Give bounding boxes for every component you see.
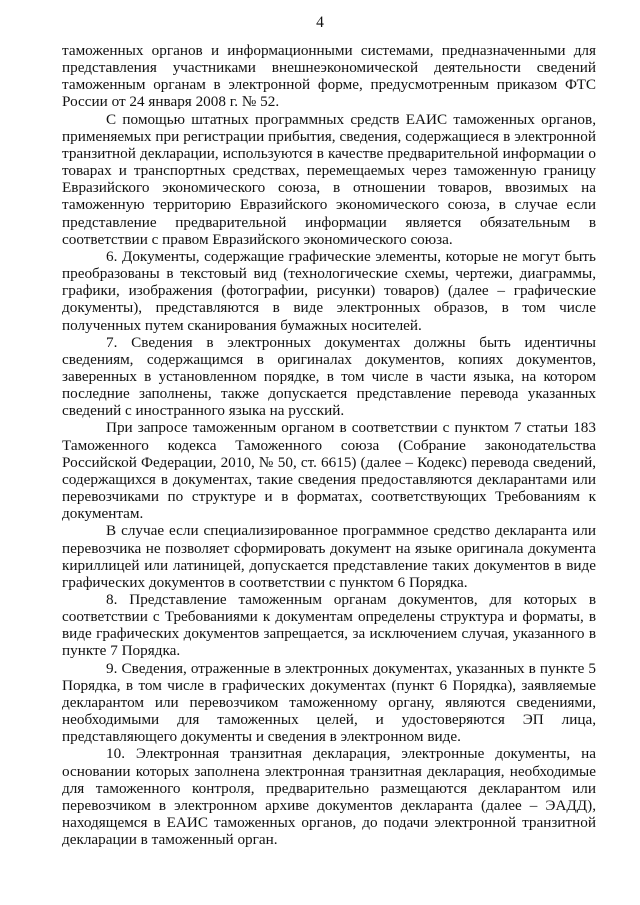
paragraph-continuation: таможенных органов и информационными системами, предназначенными для представления участниками внешнеэкономической деятельности сведений таможенным органам в электронной форме, предусмотренным приказом ФТС России от 24 января 2008 г. № 52. [62, 42, 596, 111]
paragraph-item-7: 7. Сведения в электронных документах должны быть идентичны сведениям, содержащимся в оригиналах документов, копиях документов, заверенных в установленном порядке, в том числе в части языка, на котором последние заполнены, также допускается представление перевода указанных сведений с иностранного языка на русский. [62, 333, 596, 420]
paragraph-item-10: 10. Электронная транзитная декларация, электронные документы, на основании которых заполнена электронная транзитная декларация, необходимые для таможенного контроля, предварительно размещаются декларантом или перевозчиком в электронном архиве документов декларанта (далее – ЭАДД), находящемся в ЕАИС таможенных органов, до подачи электронной транзитной декларации в таможенный орган. [62, 745, 596, 849]
paragraph-item-9: 9. Сведения, отраженные в электронных документах, указанных в пункте 5 Порядка, в том числе в графических документах (пункт 6 Порядка), заявляемые декларантом или перевозчиком таможенному органу, являются сведениями, необходимыми для таможенных целей, и удостоверяются ЭП лица, представляющего документы и сведения в электронном виде. [62, 659, 596, 746]
paragraph-translation-request: При запросе таможенным органом в соответствии с пунктом 7 статьи 183 Таможенного кодекса Таможенного союза (Собрание законодательства Российской Федерации, 2010, № 50, ст. 6615) (далее – Кодекс) перевода сведений, содержащихся в документах, такие сведения предоставляются декларантами или перевозчиками по структуре и в форматах, соответствующих Требованиям к документам. [62, 419, 596, 523]
page-number: 4 [316, 14, 324, 31]
paragraph-item-6: 6. Документы, содержащие графические элементы, которые не могут быть преобразованы в текстовый вид (технологические схемы, чертежи, диаграммы, графики, изображения (фотографии, рисунки) товаров) (далее – графические документы), представляются в виде электронных образов, в том числе полученных путем сканирования бумажных носителей. [62, 247, 596, 334]
paragraph-item-8: 8. Представление таможенным органам документов, для которых в соответствии с Требованиями к документам определены структура и форматы, в виде графических документов запрещается, за исключением случая, указанного в пункте 7 Порядка. [62, 591, 596, 660]
document-body [62, 42, 596, 848]
paragraph-software-limitation: В случае если специализированное программное средство декларанта или перевозчика не позволяет сформировать документ на языке оригинала документа кириллицей или латиницей, допускается представление таких документов в виде графических документов в соответствии с пунктом 6 Порядка. [62, 522, 596, 591]
paragraph-eais-preliminary-info: С помощью штатных программных средств ЕАИС таможенных органов, применяемых при регистрации прибытия, сведения, содержащиеся в электронной транзитной декларации, используются в качестве предварительной информации о товарах и транспортных средствах, перемещаемых через таможенную границу Евразийского экономического союза, в отношении товаров, ввозимых на таможенную территорию Евразийского экономического союза, в случае если представление предварительной информации является обязательным в соответствии с правом Евразийского экономического союза. [62, 110, 596, 248]
